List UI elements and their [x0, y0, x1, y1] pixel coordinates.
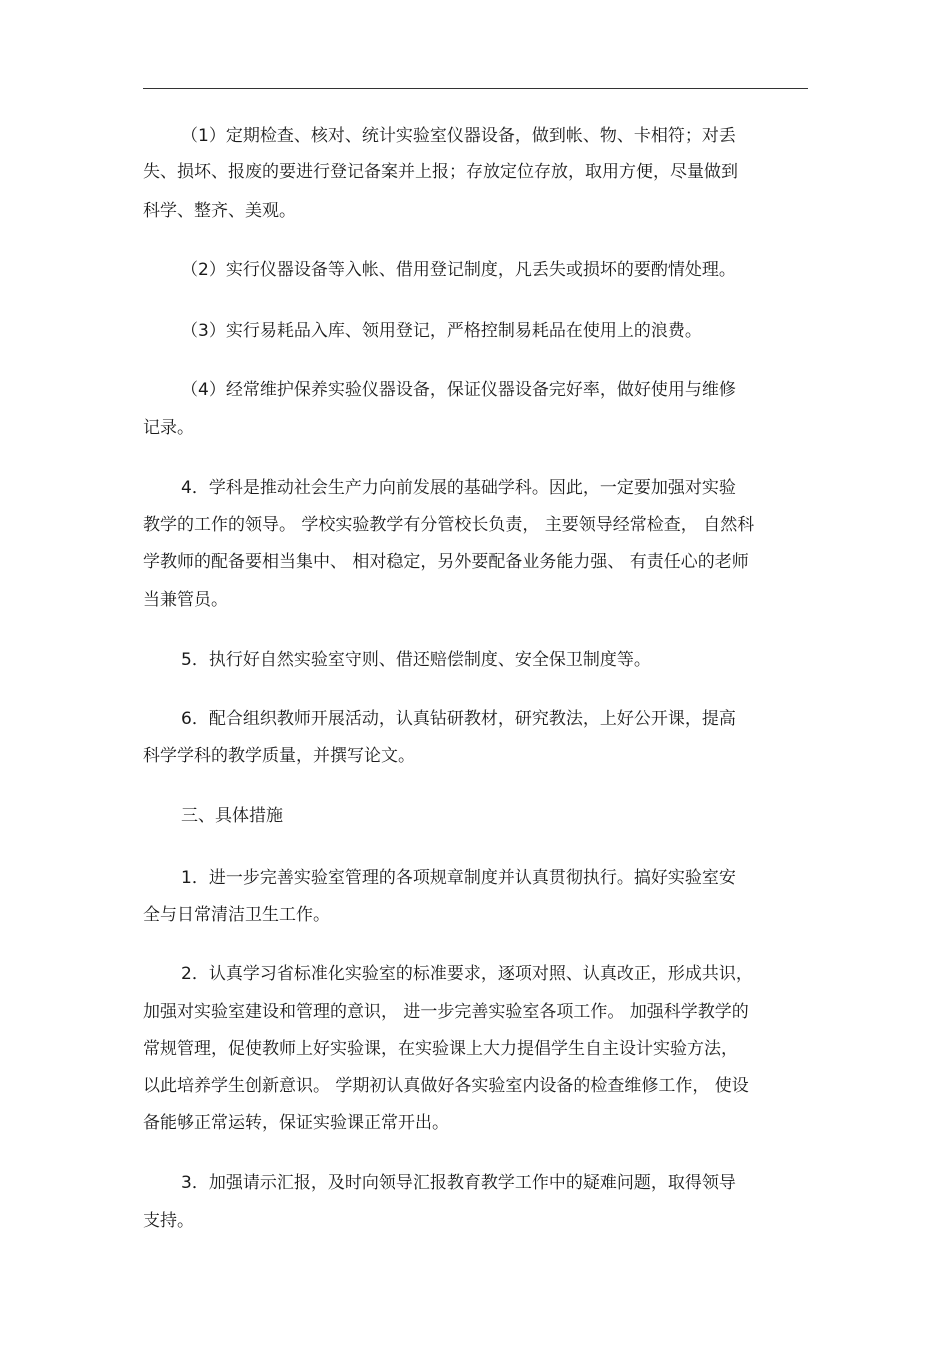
- text-line: 常规管理，促使教师上好实验课，在实验课上大力提倡学生自主设计实验方法，: [143, 1039, 738, 1059]
- text-line: 失、损坏、报废的要进行登记备案并上报；存放定位存放，取用方便，尽量做到: [143, 162, 738, 182]
- text-line: 1．进一步完善实验室管理的各项规章制度并认真贯彻执行。搞好实验室安: [181, 868, 736, 888]
- text-line: 以此培养学生创新意识。 学期初认真做好各实验室内设备的检查维修工作， 使设: [143, 1076, 749, 1096]
- text-line: （2）实行仪器设备等入帐、借用登记制度，凡丢失或损坏的要酌情处理。: [181, 260, 736, 280]
- text-line: 当兼管员。: [143, 590, 228, 610]
- text-line: 4．学科是推动社会生产力向前发展的基础学科。因此，一定要加强对实验: [181, 478, 736, 498]
- text-line: 科学、整齐、美观。: [143, 201, 296, 221]
- text-line: （4）经常维护保养实验仪器设备，保证仪器设备完好率，做好使用与维修: [181, 380, 736, 400]
- text-line: 全与日常清洁卫生工作。: [143, 905, 330, 925]
- text-line: 3．加强请示汇报，及时向领导汇报教育教学工作中的疑难问题，取得领导: [181, 1173, 736, 1193]
- text-line: 6．配合组织教师开展活动，认真钻研教材，研究教法，上好公开课，提高: [181, 709, 736, 729]
- header-rule: [143, 88, 808, 89]
- text-line: 加强对实验室建设和管理的意识， 进一步完善实验室各项工作。 加强科学教学的: [143, 1002, 749, 1022]
- section-heading: 三、具体措施: [181, 806, 283, 826]
- text-line: （1）定期检查、核对、统计实验室仪器设备，做到帐、物、卡相符；对丢: [181, 126, 736, 146]
- text-line: （3）实行易耗品入库、领用登记，严格控制易耗品在使用上的浪费。: [181, 321, 702, 341]
- text-line: 备能够正常运转，保证实验课正常开出。: [143, 1113, 449, 1133]
- text-line: 5．执行好自然实验室守则、借还赔偿制度、安全保卫制度等。: [181, 650, 651, 670]
- text-line: 科学学科的教学质量，并撰写论文。: [143, 746, 415, 766]
- text-line: 教学的工作的领导。 学校实验教学有分管校长负责， 主要领导经常检查， 自然科: [143, 515, 755, 535]
- text-line: 记录。: [143, 418, 194, 438]
- text-line: 2．认真学习省标准化实验室的标准要求，逐项对照、认真改正，形成共识，: [181, 964, 753, 984]
- text-line: 支持。: [143, 1211, 194, 1231]
- text-line: 学教师的配备要相当集中、 相对稳定，另外要配备业务能力强、 有责任心的老师: [143, 552, 749, 572]
